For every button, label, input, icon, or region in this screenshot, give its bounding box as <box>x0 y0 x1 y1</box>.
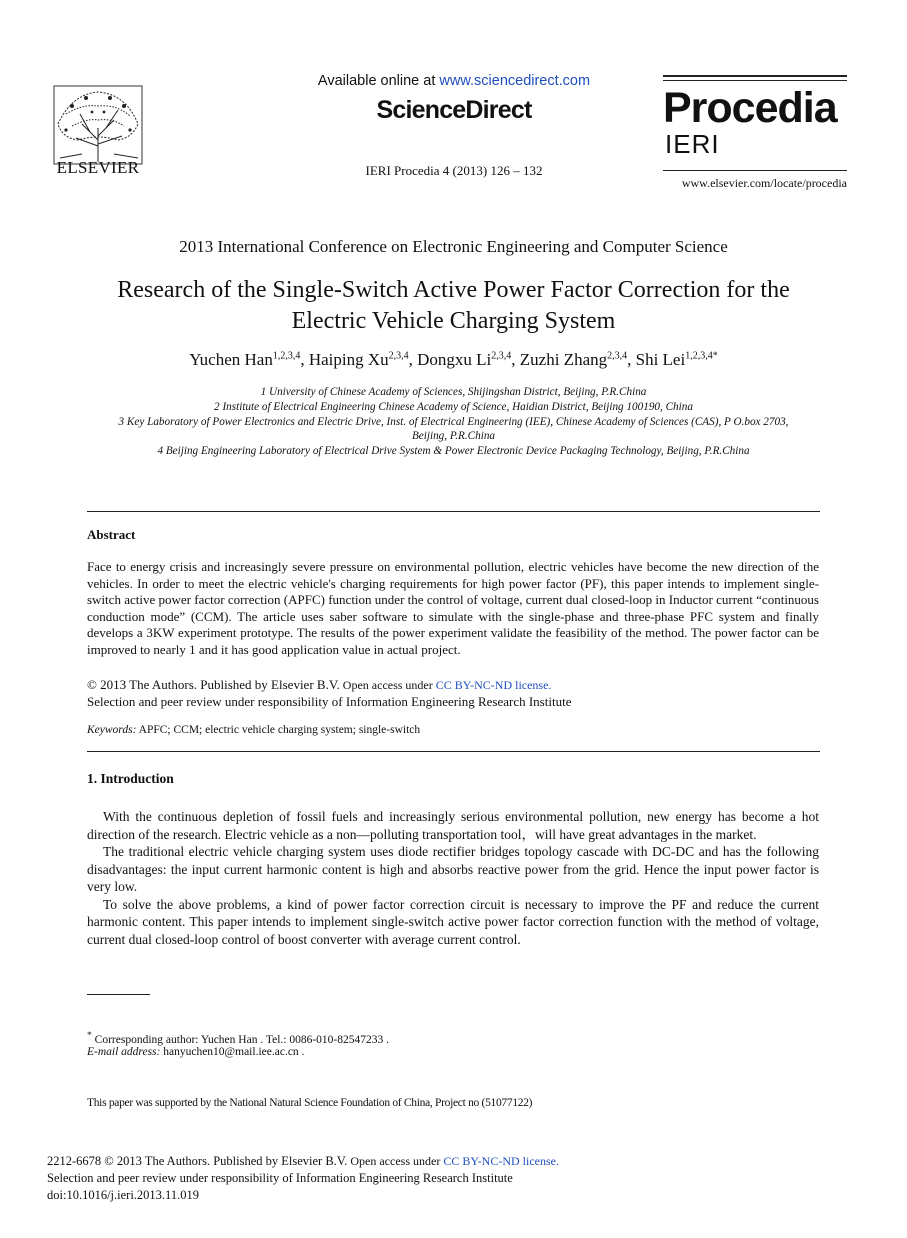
footer-issn-line <box>47 1154 559 1169</box>
footnote-marker: * <box>87 1030 92 1041</box>
author-name: Zuzhi Zhang <box>519 350 608 369</box>
author-separator: , <box>408 350 418 369</box>
corresponding-author-text: Corresponding author: Yuchen Han . Tel.: 0086-010-82547233 . <box>91 1033 389 1046</box>
abstract-top-rule <box>87 511 820 512</box>
license-link[interactable]: CC BY-NC-ND license. <box>435 678 552 692</box>
footer-doi[interactable]: doi:10.1016/j.ieri.2013.11.019 <box>47 1188 199 1202</box>
available-online-label: Available online at <box>317 73 440 89</box>
procedia-url-link[interactable]: www.elsevier.com/locate/procedia <box>681 176 847 190</box>
corresponding-author-footnote <box>87 1030 389 1046</box>
affiliation-3-line-2: Beijing, P.R.China <box>411 430 496 442</box>
abstract-text: Face to energy crisis and increasingly severe pressure on environmental pollution, electric vehicles have become the new direction of the vehicles. In order to meet the electric vehicle's charging requirements for high power factor (PF), this paper intends to implement single-switch active power factor correction (APFC) function under the control of voltage, current dual closed-loop in Inductor current “continuous conduction mode” (CCM). The article uses saber software to simulate with the single-phase and three-phase PFC system and finally develops a 3KW experiment prototype. The results of the power experiment validate the feasibility of the method. The power factor can be improved to nearly 1 and it has good application value in actual project. <box>87 559 819 657</box>
author-name: Yuchen Han <box>189 350 273 369</box>
introduction-paragraph-1: With the continuous depletion of fossil fuels and increasingly serious environmental pollution, new energy has become a hot direction of the research. Electric vehicle as a non—polluting transportation tool，will have great advantages in the market. <box>87 809 819 842</box>
email-address: hanyuchen10@mail.iee.ac.cn . <box>160 1046 305 1058</box>
affiliation-3-line-1: 3 Key Laboratory of Power Electronics and Electric Drive, Inst. of Electrical Engineering (IEE), Chinese Academy of Sciences (CAS), P O.box 2703, <box>118 416 789 428</box>
email-footnote <box>87 1046 304 1058</box>
sciencedirect-wordmark: ScienceDirect <box>376 96 532 124</box>
email-label: E-mail address: <box>87 1046 161 1058</box>
affiliation-4: 4 Beijing Engineering Laboratory of Electrical Drive System & Power Electronic Device Packaging Technology, Beijing, P.R.China <box>157 445 750 457</box>
author-name: Shi Lei <box>635 350 686 369</box>
introduction-heading: 1. Introduction <box>87 771 174 786</box>
affiliation-2: 2 Institute of Electrical Engineering Chinese Academy of Science, Haidian District, Beijing 100190, China <box>214 401 693 413</box>
procedia-top-rule <box>663 75 847 77</box>
footnote-separator <box>87 994 150 995</box>
procedia-wordmark: Procedia <box>663 84 837 132</box>
procedia-top-rule-thin <box>663 80 847 81</box>
footer-open-access-label: Open access under <box>347 1154 444 1168</box>
available-online <box>200 73 708 89</box>
footer-peer-review: Selection and peer review under responsibility of Information Engineering Research Institute <box>47 1171 513 1185</box>
introduction-paragraph-2: The traditional electric vehicle charging system uses diode rectifier bridges topology cascade with DC-DC and has the following disadvantages: the input current harmonic content is high and absorbs reactive power from the grid. Hence the input power factor is very low. <box>87 844 819 894</box>
author-separator: , <box>300 350 309 369</box>
funding-note: This paper was supported by the National Natural Science Foundation of China, Project no (51077122) <box>87 1097 533 1109</box>
footer-license-link[interactable]: CC BY-NC-ND license. <box>443 1154 559 1168</box>
author-separator: , <box>511 350 520 369</box>
abstract-peer-review: Selection and peer review under responsibility of Information Engineering Research Institute <box>87 694 572 709</box>
procedia-journal-code: IERI <box>665 129 720 159</box>
open-access-label: Open access under <box>339 678 436 692</box>
procedia-bottom-rule <box>663 170 847 171</box>
keywords-list: APFC; CCM; electric vehicle charging system; single-switch <box>136 724 421 736</box>
paper-title <box>60 275 847 337</box>
abstract-copyright <box>87 677 551 693</box>
author-affiliation-marks: 2,3,4 <box>491 350 512 362</box>
author-separator: , <box>627 350 636 369</box>
author-list <box>0 350 907 370</box>
introduction-paragraph-3: To solve the above problems, a kind of power factor correction circuit is necessary to improve the PF and reduce the current harmonic content. This paper intends to implement single-switch active power factor correction function with the method of voltage, current dual closed-loop control of boost converter with average current control. <box>87 896 819 947</box>
sciencedirect-link[interactable]: www.sciencedirect.com <box>439 73 591 89</box>
footer-issn-copyright: 2212-6678 © 2013 The Authors. Published by Elsevier B.V. <box>47 1154 348 1168</box>
abstract-heading: Abstract <box>87 527 136 542</box>
conference-name: 2013 International Conference on Electronic Engineering and Computer Science <box>179 237 728 256</box>
author-name: Haiping Xu <box>308 350 389 369</box>
author-affiliation-marks: 2,3,4 <box>388 350 409 362</box>
keywords <box>87 724 420 736</box>
affiliation-1: 1 University of Chinese Academy of Sciences, Shijingshan District, Beijing, P.R.China <box>260 386 647 398</box>
author-affiliation-marks: 1,2,3,4 <box>272 350 301 362</box>
paper-title-line-2: Electric Vehicle Charging System <box>291 308 616 334</box>
author-affiliation-marks: 2,3,4 <box>607 350 628 362</box>
journal-reference: IERI Procedia 4 (2013) 126 – 132 <box>365 163 543 178</box>
author-name: Dongxu Li <box>417 350 492 369</box>
copyright-text: © 2013 The Authors. Published by Elsevier B.V. <box>87 677 340 692</box>
paper-title-line-1: Research of the Single-Switch Active Power Factor Correction for the <box>117 277 790 303</box>
introduction-body <box>87 808 819 948</box>
author-affiliation-marks: 1,2,3,4* <box>685 350 718 362</box>
keywords-label: Keywords: <box>87 724 137 736</box>
abstract-bottom-rule <box>87 751 820 752</box>
publisher-name: ELSEVIER <box>56 158 140 177</box>
